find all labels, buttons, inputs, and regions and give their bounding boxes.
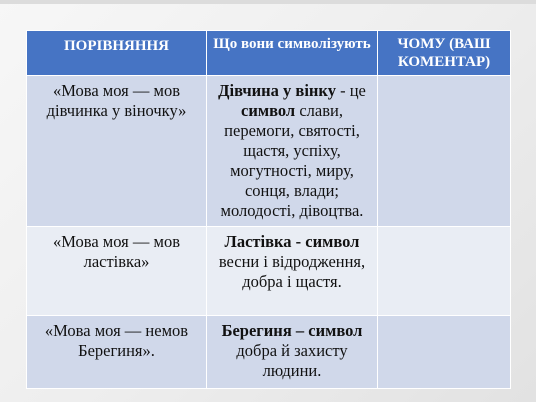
top-stripe xyxy=(0,0,536,4)
comment-cell[interactable] xyxy=(378,227,511,316)
header-symbolism: Що вони символізують xyxy=(207,31,378,76)
comparison-table xyxy=(26,30,511,389)
meaning-cell xyxy=(207,316,378,389)
meaning-subject: Берегиня – xyxy=(221,321,305,340)
meaning-subject: Ластівка - xyxy=(224,232,302,251)
comparison-cell: «Мова моя — мов дівчинка у віночку» xyxy=(27,76,207,227)
table-row xyxy=(27,316,511,389)
meaning-description: весни і відродження, добра і щастя. xyxy=(218,252,366,291)
table-header-row xyxy=(27,31,511,76)
comment-cell[interactable] xyxy=(378,316,511,389)
meaning-subject: Дівчина у вінку xyxy=(218,81,336,100)
comment-cell[interactable] xyxy=(378,76,511,227)
meaning-cell xyxy=(207,227,378,316)
meaning-description: слави, перемоги, святості, щастя, успіху, могутності, миру, сонця, влади; молодості, дівоцтва. xyxy=(220,101,364,220)
table-row xyxy=(27,227,511,316)
meaning-connector: - це xyxy=(335,81,366,100)
meaning-symbol-word: символ xyxy=(305,232,360,251)
comparison-cell: «Мова моя — мов ластівка» xyxy=(27,227,207,316)
comparison-cell: «Мова моя — немов Берегиня». xyxy=(27,316,207,389)
table-row xyxy=(27,76,511,227)
meaning-symbol-word: символ xyxy=(308,321,363,340)
meaning-description: добра й захисту людини. xyxy=(236,341,348,380)
meaning-cell xyxy=(207,76,378,227)
meaning-symbol-word: символ xyxy=(241,101,296,120)
header-comparison: ПОРІВНЯННЯ xyxy=(27,31,207,76)
header-comment: ЧОМУ (ВАШ КОМЕНТАР) xyxy=(378,31,511,76)
